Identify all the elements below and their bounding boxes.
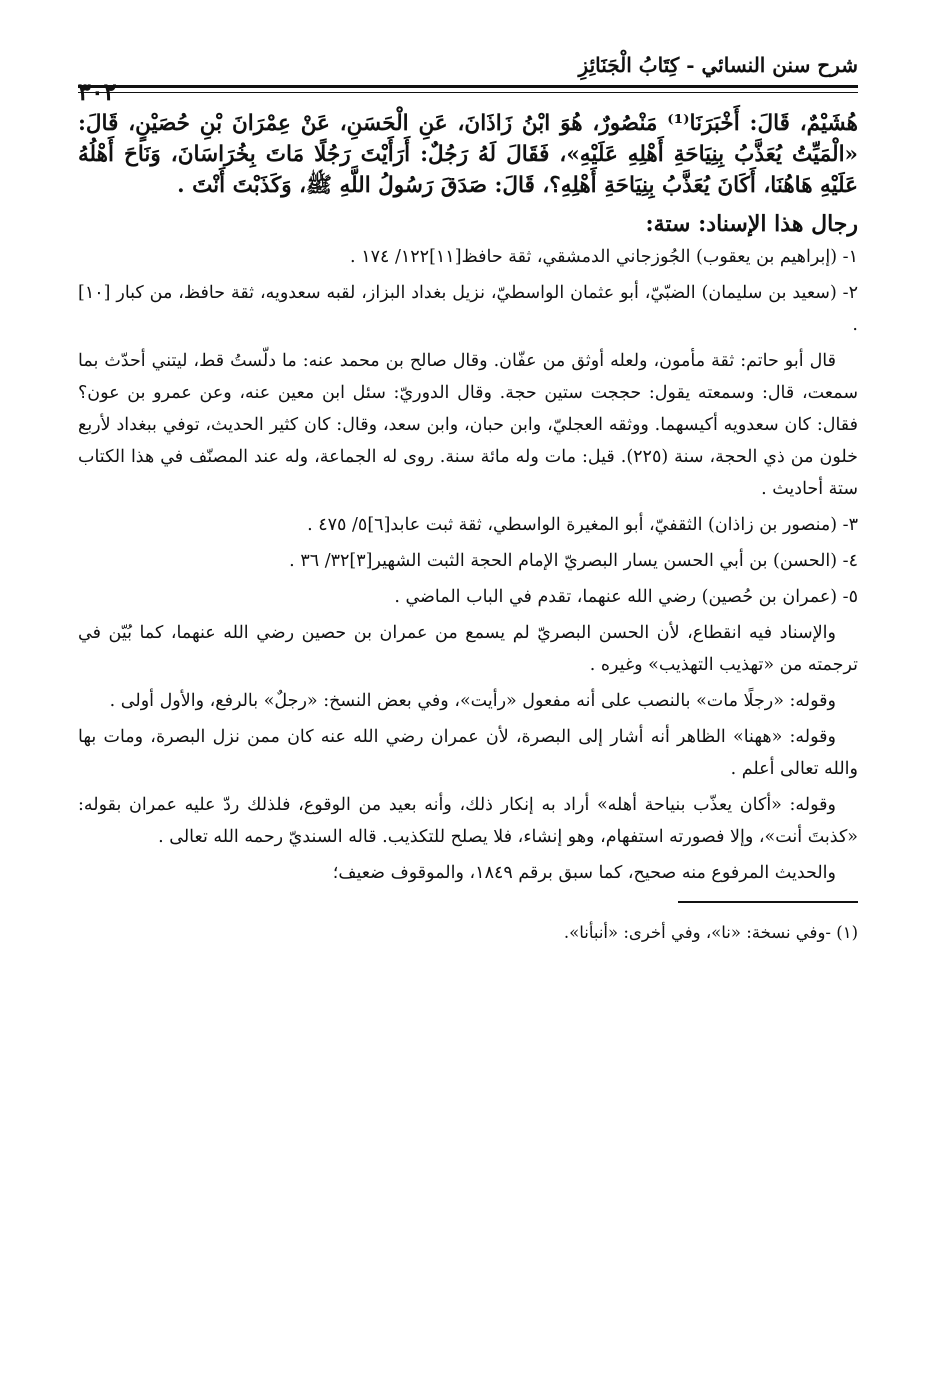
narrator-2: ٢- (سعيد بن سليمان) الضبّيّ، أبو عثمان الواسطيّ، نزيل بغداد البزاز، لقبه سعدويه، ثقة حافظ، من كبار [١٠] . xyxy=(78,283,858,335)
commentary-paragraph: وقوله: «رجلًا مات» بالنصب على أنه مفعول «رأيت»، وفي بعض النسخ: «رجلٌ» بالرفع، والأول أولى . xyxy=(109,691,836,711)
commentary-paragraph: وقوله: «ههنا» الظاهر أنه أشار إلى البصرة، لأن عمران رضي الله عنه كان ممن نزل البصرة، ومات بها والله تعالى أعلم . xyxy=(78,727,858,779)
running-title: شرح سنن النسائي - كِتَابُ الْجَنَائِزِ xyxy=(578,53,858,77)
header-rule xyxy=(78,85,858,88)
commentary-paragraph: والحديث المرفوع منه صحيح، كما سبق برقم ١٨٤٩، والموقوف ضعيف؛ xyxy=(332,863,836,883)
footnote-divider xyxy=(678,901,858,903)
narrator-4: ٤- (الحسن) بن أبي الحسن يسار البصريّ الإمام الحجة الثبت الشهير[٣]٣٢/ ٣٦ . xyxy=(289,551,858,571)
book-page xyxy=(78,40,858,1360)
narrator-1: ١- (إبراهيم بن يعقوب) الجُوزجاني الدمشقي، ثقة حافظ[١١]١٢٢/ ١٧٤ . xyxy=(350,247,858,267)
commentary-paragraph: وقوله: «أكان يعذّب بنياحة أهله» أراد به إنكار ذلك، وأنه بعيد من الوقوع، فلذلك ردّ عليه عمران بقوله: «كذبتَ أنت»، وإلا فصورته استفهام، وهو إنشاء، فلا يصلح للتكذيب. قاله السنديّ رحمه الله تعالى . xyxy=(78,795,858,847)
footnote: (١) -وفي نسخة: «نا»، وفي أخرى: «أنبأنا». xyxy=(563,923,858,942)
narrator-3: ٣- (منصور بن زاذان) الثقفيّ، أبو المغيرة الواسطي، ثقة ثبت عابد[٦]٥/ ٤٧٥ . xyxy=(307,515,858,535)
commentary-paragraph: قال أبو حاتم: ثقة مأمون، ولعله أوثق من عفّان. وقال صالح بن محمد عنه: ما دلّستُ قط، ليتني أحدّث بما سمعت، قال: وسمعته يقول: حججت ستين حجة. وقال الدوريّ: سئل ابن معين عنه، وعن عمرو بن عون؟ فقال: كان سعدويه أكيسهما. ووثقه العجليّ، وابن حبان، وابن سعد، وقال: كان كثير الحديث، توفي ببغداد لأربع خلون من ذي الحجة، سنة (٢٢٥). قيل: مات وله مائة سنة. روى له الجماعة، وله عند المصنّف في هذا الكتاب ستة أحاديث . xyxy=(78,351,858,499)
header-rule-thin xyxy=(78,92,858,93)
commentary-paragraph: والإسناد فيه انقطاع، لأن الحسن البصريّ لم يسمع من عمران بن حصين رضي الله عنهما، كما بُيّن في ترجمته من «تهذيب التهذيب» وغيره . xyxy=(78,623,858,675)
page-header xyxy=(78,40,858,118)
section-heading: رجال هذا الإسناد: ستة: xyxy=(645,211,858,237)
narrator-5: ٥- (عمران بن حُصين) رضي الله عنهما، تقدم في الباب الماضي . xyxy=(394,587,858,607)
hadith-text: هُشَيْمٌ، قَالَ: أَخْبَرَنَا⁽¹⁾ مَنْصُورٌ، هُوَ ابْنُ زَاذَانَ، عَنِ الْحَسَنِ، عَنْ عِمْرَانَ بْنِ حُصَيْنٍ، قَالَ: «الْمَيِّتُ يُعَذَّبُ بِنِيَاحَةِ أَهْلِهِ عَلَيْهِ»، فَقَالَ لَهُ رَجُلٌ: أَرَأَيْتَ رَجُلًا مَاتَ بِخُرَاسَانَ، وَنَاحَ أَهْلُهُ عَلَيْهِ هَاهُنَا، أَكَانَ يُعَذَّبُ بِنِيَاحَةِ أَهْلِهِ؟، قَالَ: صَدَقَ رَسُولُ اللَّهِ ﷺ، وَكَذَبْتَ أَنْتَ . xyxy=(78,111,858,198)
